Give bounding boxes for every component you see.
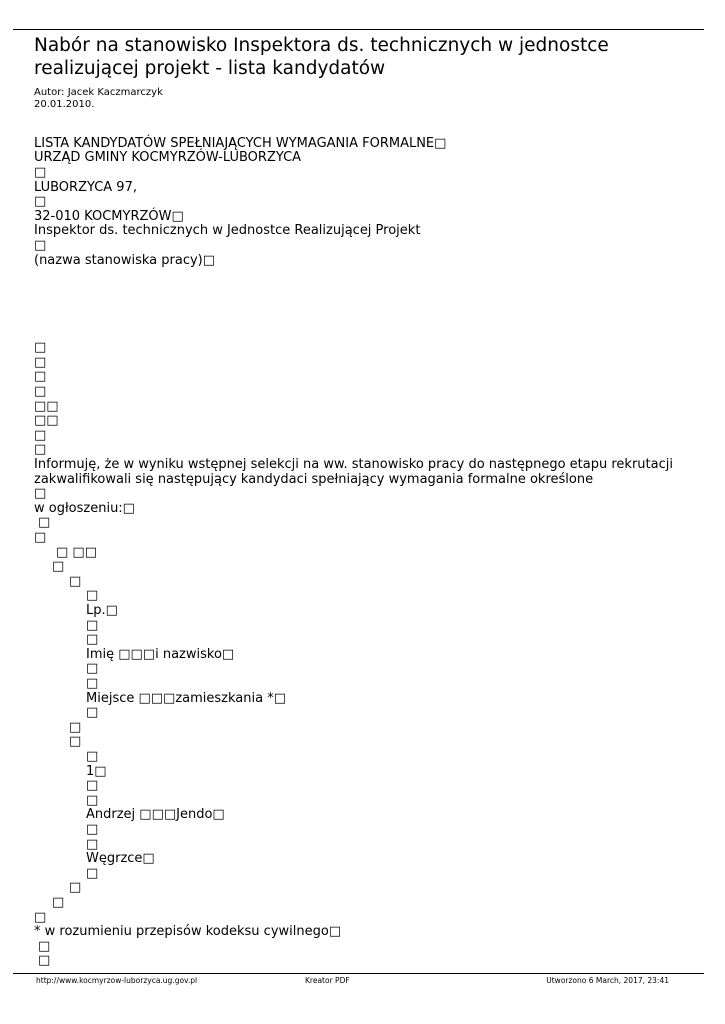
body-line: LISTA KANDYDATÓW SPEŁNIAJĄCYCH WYMAGANIA FORMALNE□ [34, 136, 447, 151]
body-line: □ [34, 910, 47, 925]
body-line: zakwalifikowali się następujący kandydaci spełniający wymagania formalne określone [34, 472, 594, 487]
body-line: □ [86, 866, 99, 881]
body-line: Lp.□ [86, 603, 118, 618]
body-line: 1□ [86, 764, 107, 779]
body-line: LUBORZYCA 97, [34, 180, 137, 195]
body-line: □ □□ [56, 545, 97, 560]
body-line: □ [34, 530, 47, 545]
footer-rule [13, 973, 704, 974]
body-line: □□ [34, 399, 59, 414]
document-title: Nabór na stanowisko Inspektora ds. technicznych w jednostce realizującej projekt - lista kandydatów [34, 35, 609, 79]
footer-generator: Kreator PDF [305, 976, 350, 985]
body-line: □ [69, 720, 82, 735]
body-line: □ [86, 778, 99, 793]
body-line: □ [34, 384, 47, 399]
body-line: □ [86, 837, 99, 852]
body-line: Miejsce □□□zamieszkania *□ [86, 691, 286, 706]
body-line: w ogłoszeniu:□ [34, 501, 135, 516]
body-line: □ [86, 822, 99, 837]
body-line: □ [38, 953, 51, 968]
footer-created: Utworzono 6 March, 2017, 23:41 [546, 976, 669, 985]
body-line: Inspektor ds. technicznych w Jednostce Realizującej Projekt [34, 223, 421, 238]
body-line: □ [69, 734, 82, 749]
body-line: □ [38, 939, 51, 954]
body-line: * w rozumieniu przepisów kodeksu cywilnego□ [34, 924, 342, 939]
body-line: Węgrzce□ [86, 851, 155, 866]
body-line: □ [34, 369, 47, 384]
body-line: Imię □□□i nazwisko□ [86, 647, 235, 662]
body-line: □□ [34, 413, 59, 428]
author-line: Autor: Jacek Kaczmarczyk [34, 87, 163, 98]
body-line: □ [86, 705, 99, 720]
document-date: 20.01.2010. [34, 99, 95, 110]
body-line: □ [69, 880, 82, 895]
body-line: □ [34, 428, 47, 443]
body-line: □ [86, 749, 99, 764]
body-line: Informuję, że w wyniku wstępnej selekcji na ww. stanowisko pracy do następnego etapu rekrutacji [34, 457, 673, 472]
body-line: □ [86, 661, 99, 676]
body-line: □ [86, 588, 99, 603]
body-line: 32-010 KOCMYRZÓW□ [34, 209, 184, 224]
body-line: □ [86, 676, 99, 691]
footer-url: http://www.kocmyrzow-luborzyca.ug.gov.pl [36, 976, 198, 985]
body-line: □ [34, 165, 47, 180]
body-line: □ [34, 194, 47, 209]
body-line: □ [34, 355, 47, 370]
body-line: □ [69, 574, 82, 589]
header-rule [13, 29, 704, 30]
body-line: □ [34, 238, 47, 253]
body-line: Andrzej □□□Jendo□ [86, 807, 225, 822]
body-line: □ [34, 340, 47, 355]
body-line: □ [86, 618, 99, 633]
body-line: □ [86, 632, 99, 647]
body-line: □ [86, 793, 99, 808]
body-line: (nazwa stanowiska pracy)□ [34, 253, 216, 268]
body-line: □ [52, 895, 65, 910]
body-line: □ [34, 486, 47, 501]
body-line: □ [34, 442, 47, 457]
body-line: □ [52, 559, 65, 574]
body-line: URZĄD GMINY KOCMYRZÓW-LUBORZYCA [34, 150, 302, 165]
body-line: □ [38, 515, 51, 530]
